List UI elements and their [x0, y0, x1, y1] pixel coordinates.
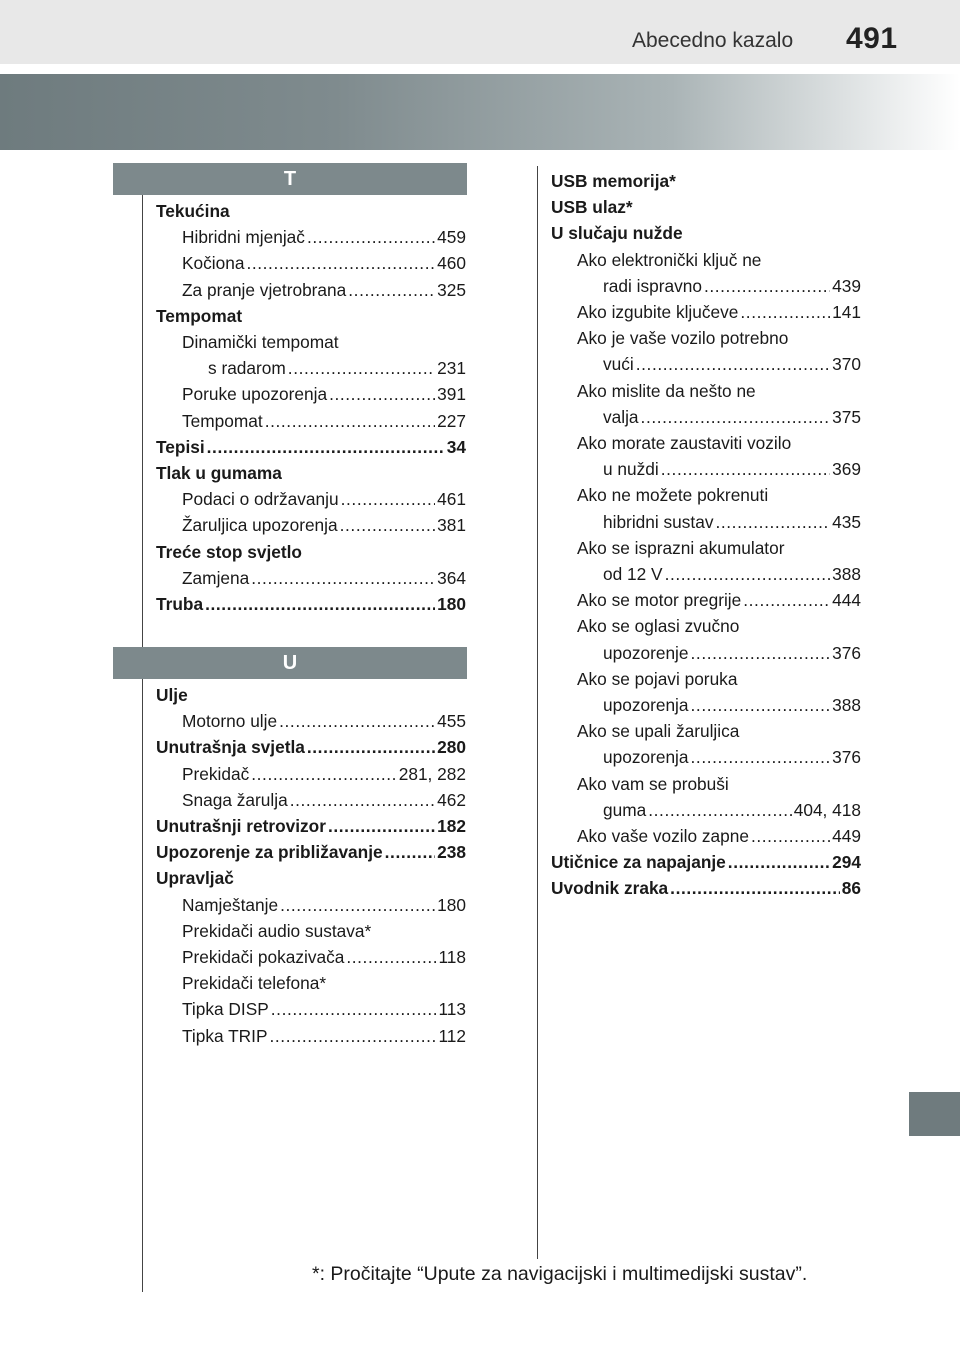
entry-page: 113 — [438, 999, 466, 1020]
index-entry — [156, 734, 466, 760]
dot-leader — [280, 892, 435, 918]
entry-page: 381 — [437, 515, 466, 536]
header-banner — [0, 74, 960, 150]
entry-page: 460 — [437, 253, 466, 274]
entry-text: Namještanje — [182, 894, 279, 915]
index-entry — [156, 408, 466, 434]
entry-page: 376 — [832, 642, 861, 663]
entry-page: 462 — [437, 789, 466, 810]
index-entry — [551, 718, 861, 744]
index-entry — [551, 561, 861, 587]
index-entry — [551, 875, 861, 901]
entry-page: 112 — [438, 1025, 466, 1046]
entry-text: Ako se pojavi poruka — [577, 668, 738, 689]
entry-text: Prekidači pokazivača — [182, 947, 345, 968]
index-entry — [156, 708, 466, 734]
entry-page: 404, 418 — [793, 799, 861, 820]
entry-page: 388 — [832, 564, 861, 585]
dot-leader — [279, 708, 435, 734]
entry-text: Tlak u gumama — [156, 463, 282, 484]
entry-page: 370 — [832, 354, 861, 375]
entry-text: Snaga žarulja — [182, 789, 288, 810]
dot-leader — [271, 996, 437, 1022]
index-entry — [551, 849, 861, 875]
index-entry — [156, 918, 466, 944]
entry-page: 369 — [832, 459, 861, 480]
entry-text: Truba — [156, 594, 204, 615]
entry-text: Ako se motor pregrije — [577, 590, 742, 611]
entry-text: Poruke upozorenja — [182, 384, 328, 405]
entry-text: Ulje — [156, 685, 188, 705]
page-header-title: Abecedno kazalo — [632, 29, 794, 52]
index-entry — [156, 813, 466, 839]
dot-leader — [751, 823, 830, 849]
entry-page: 86 — [841, 878, 861, 899]
dot-leader — [341, 486, 436, 512]
thumb-index-tab — [909, 1092, 960, 1136]
entry-page: 391 — [437, 384, 466, 405]
entry-page: 141 — [832, 302, 861, 323]
index-entry — [156, 434, 466, 460]
entry-page: 34 — [446, 436, 466, 457]
index-list-u — [156, 682, 466, 1049]
entry-text: U slučaju nužde — [551, 223, 683, 244]
dot-leader — [691, 692, 831, 718]
index-entry — [156, 355, 466, 381]
entry-page: 182 — [437, 816, 466, 837]
entry-text: Prekidači audio sustava* — [182, 920, 372, 941]
entry-text: u nuždi — [603, 459, 659, 480]
entry-text: Upozorenje za približavanje — [156, 842, 383, 863]
dot-leader — [665, 561, 831, 587]
entry-page: 375 — [832, 406, 861, 427]
entry-text: Ako se isprazni akumulator — [577, 537, 785, 558]
entry-page: 439 — [832, 275, 861, 296]
entry-page: 459 — [437, 227, 466, 248]
index-entry — [156, 565, 466, 591]
dot-leader — [251, 761, 396, 787]
entry-text: USB memorija* — [551, 171, 676, 191]
index-entry — [156, 250, 466, 276]
dot-leader — [269, 1023, 436, 1049]
index-entry — [551, 482, 861, 508]
index-entry — [551, 404, 861, 430]
index-entry — [551, 744, 861, 770]
dot-leader — [670, 875, 840, 901]
entry-page: 180 — [437, 594, 466, 615]
index-entry — [551, 220, 861, 246]
entry-text: Tekućina — [156, 201, 230, 221]
index-entry — [551, 666, 861, 692]
index-entry — [551, 430, 861, 456]
entry-text: Žaruljica upozorenja — [182, 515, 338, 536]
entry-text: guma — [603, 799, 647, 820]
entry-text: Zamjena — [182, 567, 250, 588]
index-entry — [551, 273, 861, 299]
right-column-rule — [537, 166, 538, 1259]
section-header-t — [113, 163, 467, 195]
index-entry — [551, 168, 861, 194]
entry-page: 364 — [437, 567, 466, 588]
page-number: 491 — [846, 22, 898, 55]
index-entry — [551, 299, 861, 325]
index-entry — [551, 613, 861, 639]
index-entry — [156, 1023, 466, 1049]
left-column-rule — [142, 195, 143, 1292]
entry-text: Ako izgubite ključeve — [577, 302, 739, 323]
entry-page: 118 — [438, 947, 466, 968]
entry-text: Uvodnik zraka — [551, 878, 669, 899]
entry-text: upozorenja — [603, 695, 689, 716]
entry-text: upozorenja — [603, 747, 689, 768]
section-letter: T — [283, 167, 297, 190]
index-entry — [156, 839, 466, 865]
dot-leader — [740, 299, 830, 325]
index-entry — [156, 892, 466, 918]
entry-text: Ako morate zaustaviti vozilo — [577, 433, 792, 454]
dot-leader — [307, 734, 435, 760]
entry-page: 435 — [832, 511, 861, 532]
entry-text: Hibridni mjenjač — [182, 227, 305, 248]
index-entry — [156, 996, 466, 1022]
entry-page: 325 — [437, 279, 466, 300]
index-entry — [551, 771, 861, 797]
index-entry — [551, 194, 861, 220]
dot-leader — [385, 839, 436, 865]
entry-text: Utičnice za napajanje — [551, 852, 726, 873]
dot-leader — [691, 744, 831, 770]
index-entry — [156, 539, 466, 565]
entry-text: Ako vaše vozilo zapne — [577, 826, 749, 847]
footnote: *: Pročitajte “Upute za navigacijski i multimedijski sustav”. — [312, 1263, 808, 1285]
index-entry — [551, 640, 861, 666]
dot-leader — [715, 509, 830, 535]
entry-text: od 12 V — [603, 564, 663, 585]
entry-text: s radarom — [208, 358, 286, 379]
dot-leader — [704, 273, 830, 299]
index-entry — [156, 970, 466, 996]
dot-leader — [307, 224, 435, 250]
dot-leader — [246, 250, 435, 276]
dot-leader — [648, 797, 791, 823]
index-entry — [551, 509, 861, 535]
entry-text: Za pranje vjetrobrana — [182, 279, 347, 300]
entry-text: Treće stop svjetlo — [156, 541, 302, 562]
index-entry — [156, 944, 466, 970]
entry-text: Tempomat — [156, 305, 243, 326]
entry-text: Tipka TRIP — [182, 1025, 268, 1046]
entry-text: Tepisi — [156, 436, 205, 457]
index-entry — [156, 512, 466, 538]
entry-text: Ako vam se probuši — [577, 773, 729, 794]
entry-text: Ako se upali žaruljica — [577, 721, 740, 742]
index-list-right — [551, 168, 861, 902]
dot-leader — [691, 640, 831, 666]
index-entry — [551, 535, 861, 561]
section-header-u — [113, 647, 467, 679]
index-entry — [156, 277, 466, 303]
entry-text: USB ulaz* — [551, 197, 633, 218]
dot-leader — [207, 434, 445, 460]
entry-page: 238 — [437, 842, 466, 863]
entry-text: radi ispravno — [603, 275, 702, 296]
index-entry — [551, 247, 861, 273]
index-entry — [551, 456, 861, 482]
entry-text: Dinamički tempomat — [182, 332, 339, 353]
entry-text: valja — [603, 406, 639, 427]
entry-page: 280 — [437, 737, 466, 758]
entry-text: Podaci o održavanju — [182, 489, 339, 510]
dot-leader — [636, 351, 830, 377]
entry-text: Ako mislite da nešto ne — [577, 380, 756, 401]
entry-text: Kočiona — [182, 253, 245, 274]
entry-text: Unutrašnji retrovizor — [156, 816, 326, 837]
index-list-t — [156, 198, 466, 617]
dot-leader — [329, 381, 435, 407]
entry-text: Prekidač — [182, 763, 250, 784]
entry-text: Ako je vaše vozilo potrebno — [577, 328, 789, 349]
entry-page: 294 — [832, 852, 861, 873]
index-entry — [156, 460, 466, 486]
dot-leader — [251, 565, 435, 591]
index-entry — [551, 351, 861, 377]
entry-page: 281, 282 — [398, 763, 466, 784]
index-entry — [156, 486, 466, 512]
entry-text: hibridni sustav — [603, 511, 714, 532]
entry-page: 180 — [437, 894, 466, 915]
index-entry — [551, 325, 861, 351]
entry-text: Ako se oglasi zvučno — [577, 616, 740, 637]
index-entry — [551, 797, 861, 823]
dot-leader — [346, 944, 436, 970]
entry-text: Tempomat — [182, 410, 263, 431]
entry-text: Upravljač — [156, 868, 234, 889]
index-entry — [156, 865, 466, 891]
entry-text: vući — [603, 354, 634, 375]
entry-text: Ako elektronički ključ ne — [577, 249, 762, 270]
dot-leader — [348, 277, 435, 303]
dot-leader — [661, 456, 830, 482]
dot-leader — [743, 587, 830, 613]
index-entry — [156, 682, 466, 708]
index-entry — [156, 591, 466, 617]
index-entry — [551, 823, 861, 849]
section-letter: U — [282, 651, 298, 674]
entry-page: 227 — [437, 410, 466, 431]
top-strip — [0, 0, 960, 64]
index-entry — [156, 224, 466, 250]
index-entry — [156, 329, 466, 355]
entry-text: Motorno ulje — [182, 711, 278, 732]
dot-leader — [328, 813, 435, 839]
entry-text: Tipka DISP — [182, 999, 269, 1020]
entry-text: upozorenje — [603, 642, 689, 663]
index-entry — [156, 787, 466, 813]
dot-leader — [288, 355, 435, 381]
dot-leader — [641, 404, 831, 430]
entry-page: 231 — [437, 358, 466, 379]
index-entry — [156, 381, 466, 407]
entry-text: Ako ne možete pokrenuti — [577, 485, 769, 506]
entry-page: 455 — [437, 711, 466, 732]
index-entry — [156, 198, 466, 224]
dot-leader — [265, 408, 435, 434]
index-entry — [551, 378, 861, 404]
entry-page: 388 — [832, 695, 861, 716]
index-entry — [551, 587, 861, 613]
dot-leader — [340, 512, 436, 538]
dot-leader — [205, 591, 435, 617]
entry-page: 461 — [437, 489, 466, 510]
entry-text: Prekidači telefona* — [182, 973, 327, 994]
entry-page: 449 — [832, 826, 861, 847]
dot-leader — [290, 787, 435, 813]
index-entry — [551, 692, 861, 718]
entry-page: 376 — [832, 747, 861, 768]
entry-text: Unutrašnja svjetla — [156, 737, 305, 758]
entry-page: 444 — [832, 590, 861, 611]
index-entry — [156, 303, 466, 329]
dot-leader — [728, 849, 830, 875]
index-entry — [156, 761, 466, 787]
